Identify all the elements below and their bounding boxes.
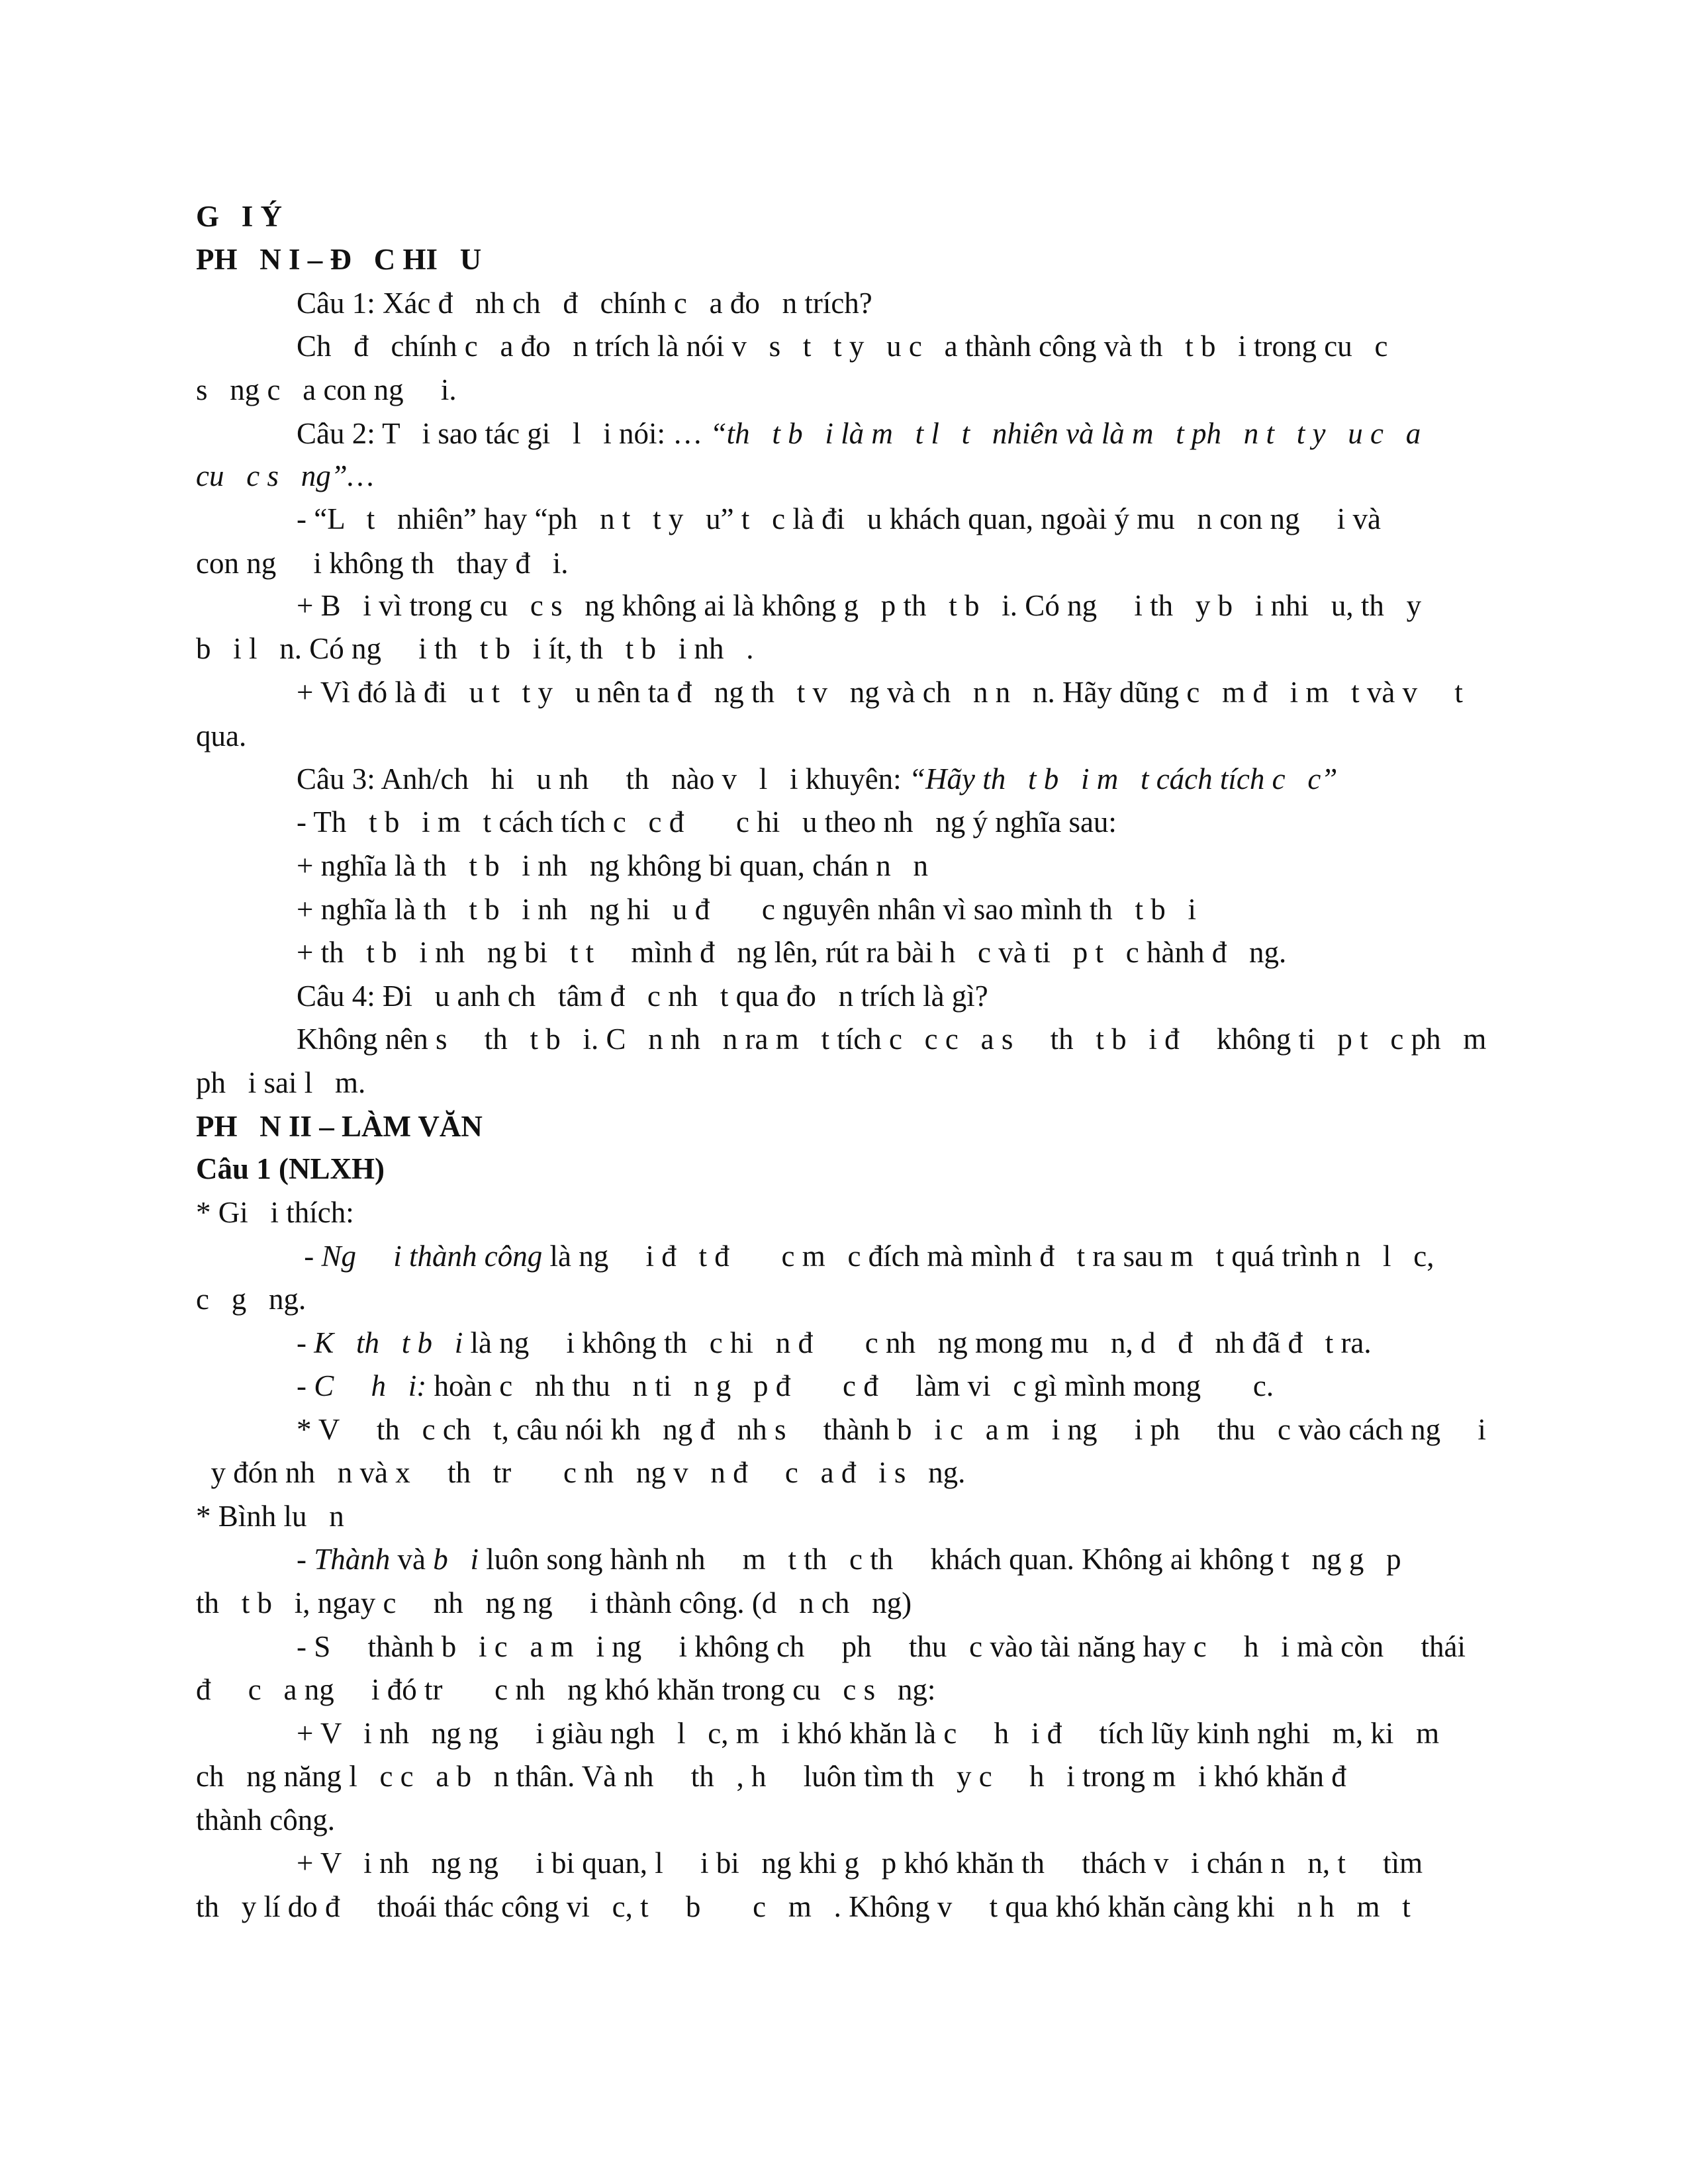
- text-line: [297, 419, 1421, 449]
- text-line: s ng c a con ng i.: [196, 373, 457, 406]
- text-line: Không nên s th t b i. C n nh n ra m t tích c c c a s th t b i đ không ti p t c ph m: [297, 1023, 1487, 1056]
- text-segment: luôn song hành nh m t th c th khách quan. Không ai không t ng g p: [479, 1543, 1401, 1576]
- text-line: Câu 4: Đi u anh ch tâm đ c nh t qua đo n trích là gì?: [297, 979, 988, 1013]
- text-line: [297, 1328, 1372, 1358]
- text-segment: -: [297, 1240, 322, 1273]
- text-line: + th t b i nh ng bi t t mình đ ng lên, rút ra bài h c và ti p t c hành đ ng.: [297, 936, 1287, 969]
- text-line: * V th c ch t, câu nói kh ng đ nh s thành b i c a m i ng i ph thu c vào cách ng i: [297, 1413, 1486, 1446]
- text-segment: là ng i không th c hi n đ c nh ng mong mu n, d đ nh đã đ t ra.: [463, 1326, 1372, 1359]
- text-line: + nghĩa là th t b i nh ng hi u đ c nguyên nhân vì sao mình th t b i: [297, 893, 1197, 926]
- text-line: Ch đ chính c a đo n trích là nói v s t t y u c a thành công và th t b i trong cu c: [297, 330, 1388, 363]
- text-line: qua.: [196, 719, 247, 752]
- text-line: [196, 461, 374, 491]
- italic-segment: cu c s ng”…: [196, 459, 374, 492]
- text-line: - Th t b i m t cách tích c c đ c hi u theo nh ng ý nghĩa sau:: [297, 805, 1117, 839]
- text-segment: và: [390, 1543, 434, 1576]
- text-line: th t b i, ngay c nh ng ng i thành công. (d n ch ng): [196, 1586, 912, 1619]
- text-line: [297, 1545, 1401, 1574]
- italic-segment: b i: [433, 1543, 479, 1576]
- section-heading: G I Ý: [196, 200, 283, 233]
- text-line: th y lí do đ thoái thác công vi c, t b c m . Không v t qua khó khăn càng khi n h m t: [196, 1890, 1411, 1923]
- section-heading: PH N I – Đ C HI U: [196, 243, 482, 276]
- text-line: + Vì đó là đi u t t y u nên ta đ ng th t v ng và ch n n n. Hãy dũng c m đ i m t và v t: [297, 676, 1463, 709]
- text-line: Câu 1: Xác đ nh ch đ chính c a đo n trích?: [297, 287, 872, 320]
- text-line: y đón nh n và x th tr c nh ng v n đ c a đ i s ng.: [196, 1456, 966, 1489]
- italic-segment: “th t b i là m t l t nhiên và là m t ph n t t y u c a: [710, 417, 1421, 450]
- text-segment: Câu 2: T i sao tác gi l i nói: …: [297, 417, 710, 450]
- text-line: b i l n. Có ng i th t b i ít, th t b i nh .: [196, 632, 754, 665]
- text-line: [297, 1371, 1274, 1401]
- section-heading: PH N II – LÀM VĂN: [196, 1110, 483, 1143]
- text-segment: -: [297, 1326, 314, 1359]
- text-line: + V i nh ng ng i giàu ngh l c, m i khó khăn là c h i đ tích lũy kinh nghi m, ki m: [297, 1717, 1440, 1750]
- text-line: [297, 1242, 1434, 1271]
- text-segment: -: [297, 1543, 314, 1576]
- italic-segment: C h i:: [314, 1369, 427, 1402]
- text-line: + V i nh ng ng i bi quan, l i bi ng khi g p khó khăn th thách v i chán n n, t tìm: [297, 1846, 1423, 1880]
- italic-segment: K th t b i: [314, 1326, 463, 1359]
- section-heading: Câu 1 (NLXH): [196, 1152, 385, 1185]
- text-line: ph i sai l m.: [196, 1066, 366, 1099]
- text-line: - “L t nhiên” hay “ph n t t y u” t c là đi u khách quan, ngoài ý mu n con ng i và: [297, 502, 1381, 535]
- text-segment: Câu 3: Anh/ch hi u nh th nào v l i khuyên:: [297, 762, 909, 796]
- text-line: * Bình lu n: [196, 1500, 344, 1533]
- text-line: + B i vì trong cu c s ng không ai là không g p th t b i. Có ng i th y b i nhi u, th y: [297, 589, 1422, 622]
- text-line: đ c a ng i đó tr c nh ng khó khăn trong cu c s ng:: [196, 1673, 936, 1706]
- text-line: con ng i không th thay đ i.: [196, 547, 569, 580]
- text-segment: -: [297, 1369, 314, 1402]
- text-line: ch ng năng l c c a b n thân. Và nh th , h luôn tìm th y c h i trong m i khó khăn đ: [196, 1760, 1346, 1793]
- text-line: * Gi i thích:: [196, 1196, 354, 1229]
- italic-segment: Ng i thành công: [321, 1240, 543, 1273]
- italic-segment: “Hãy th t b i m t cách tích c c”: [908, 762, 1338, 796]
- text-segment: là ng i đ t đ c m c đích mà mình đ t ra sau m t quá trình n l c,: [542, 1240, 1434, 1273]
- italic-segment: Thành: [314, 1543, 391, 1576]
- text-line: [297, 764, 1337, 794]
- text-line: thành công.: [196, 1803, 335, 1837]
- text-line: + nghĩa là th t b i nh ng không bi quan, chán n n: [297, 849, 929, 882]
- text-segment: hoàn c nh thu n ti n g p đ c đ làm vi c gì mình mong c.: [426, 1369, 1274, 1402]
- text-line: c g ng.: [196, 1283, 306, 1316]
- text-line: - S thành b i c a m i ng i không ch ph thu c vào tài năng hay c h i mà còn thái: [297, 1630, 1466, 1663]
